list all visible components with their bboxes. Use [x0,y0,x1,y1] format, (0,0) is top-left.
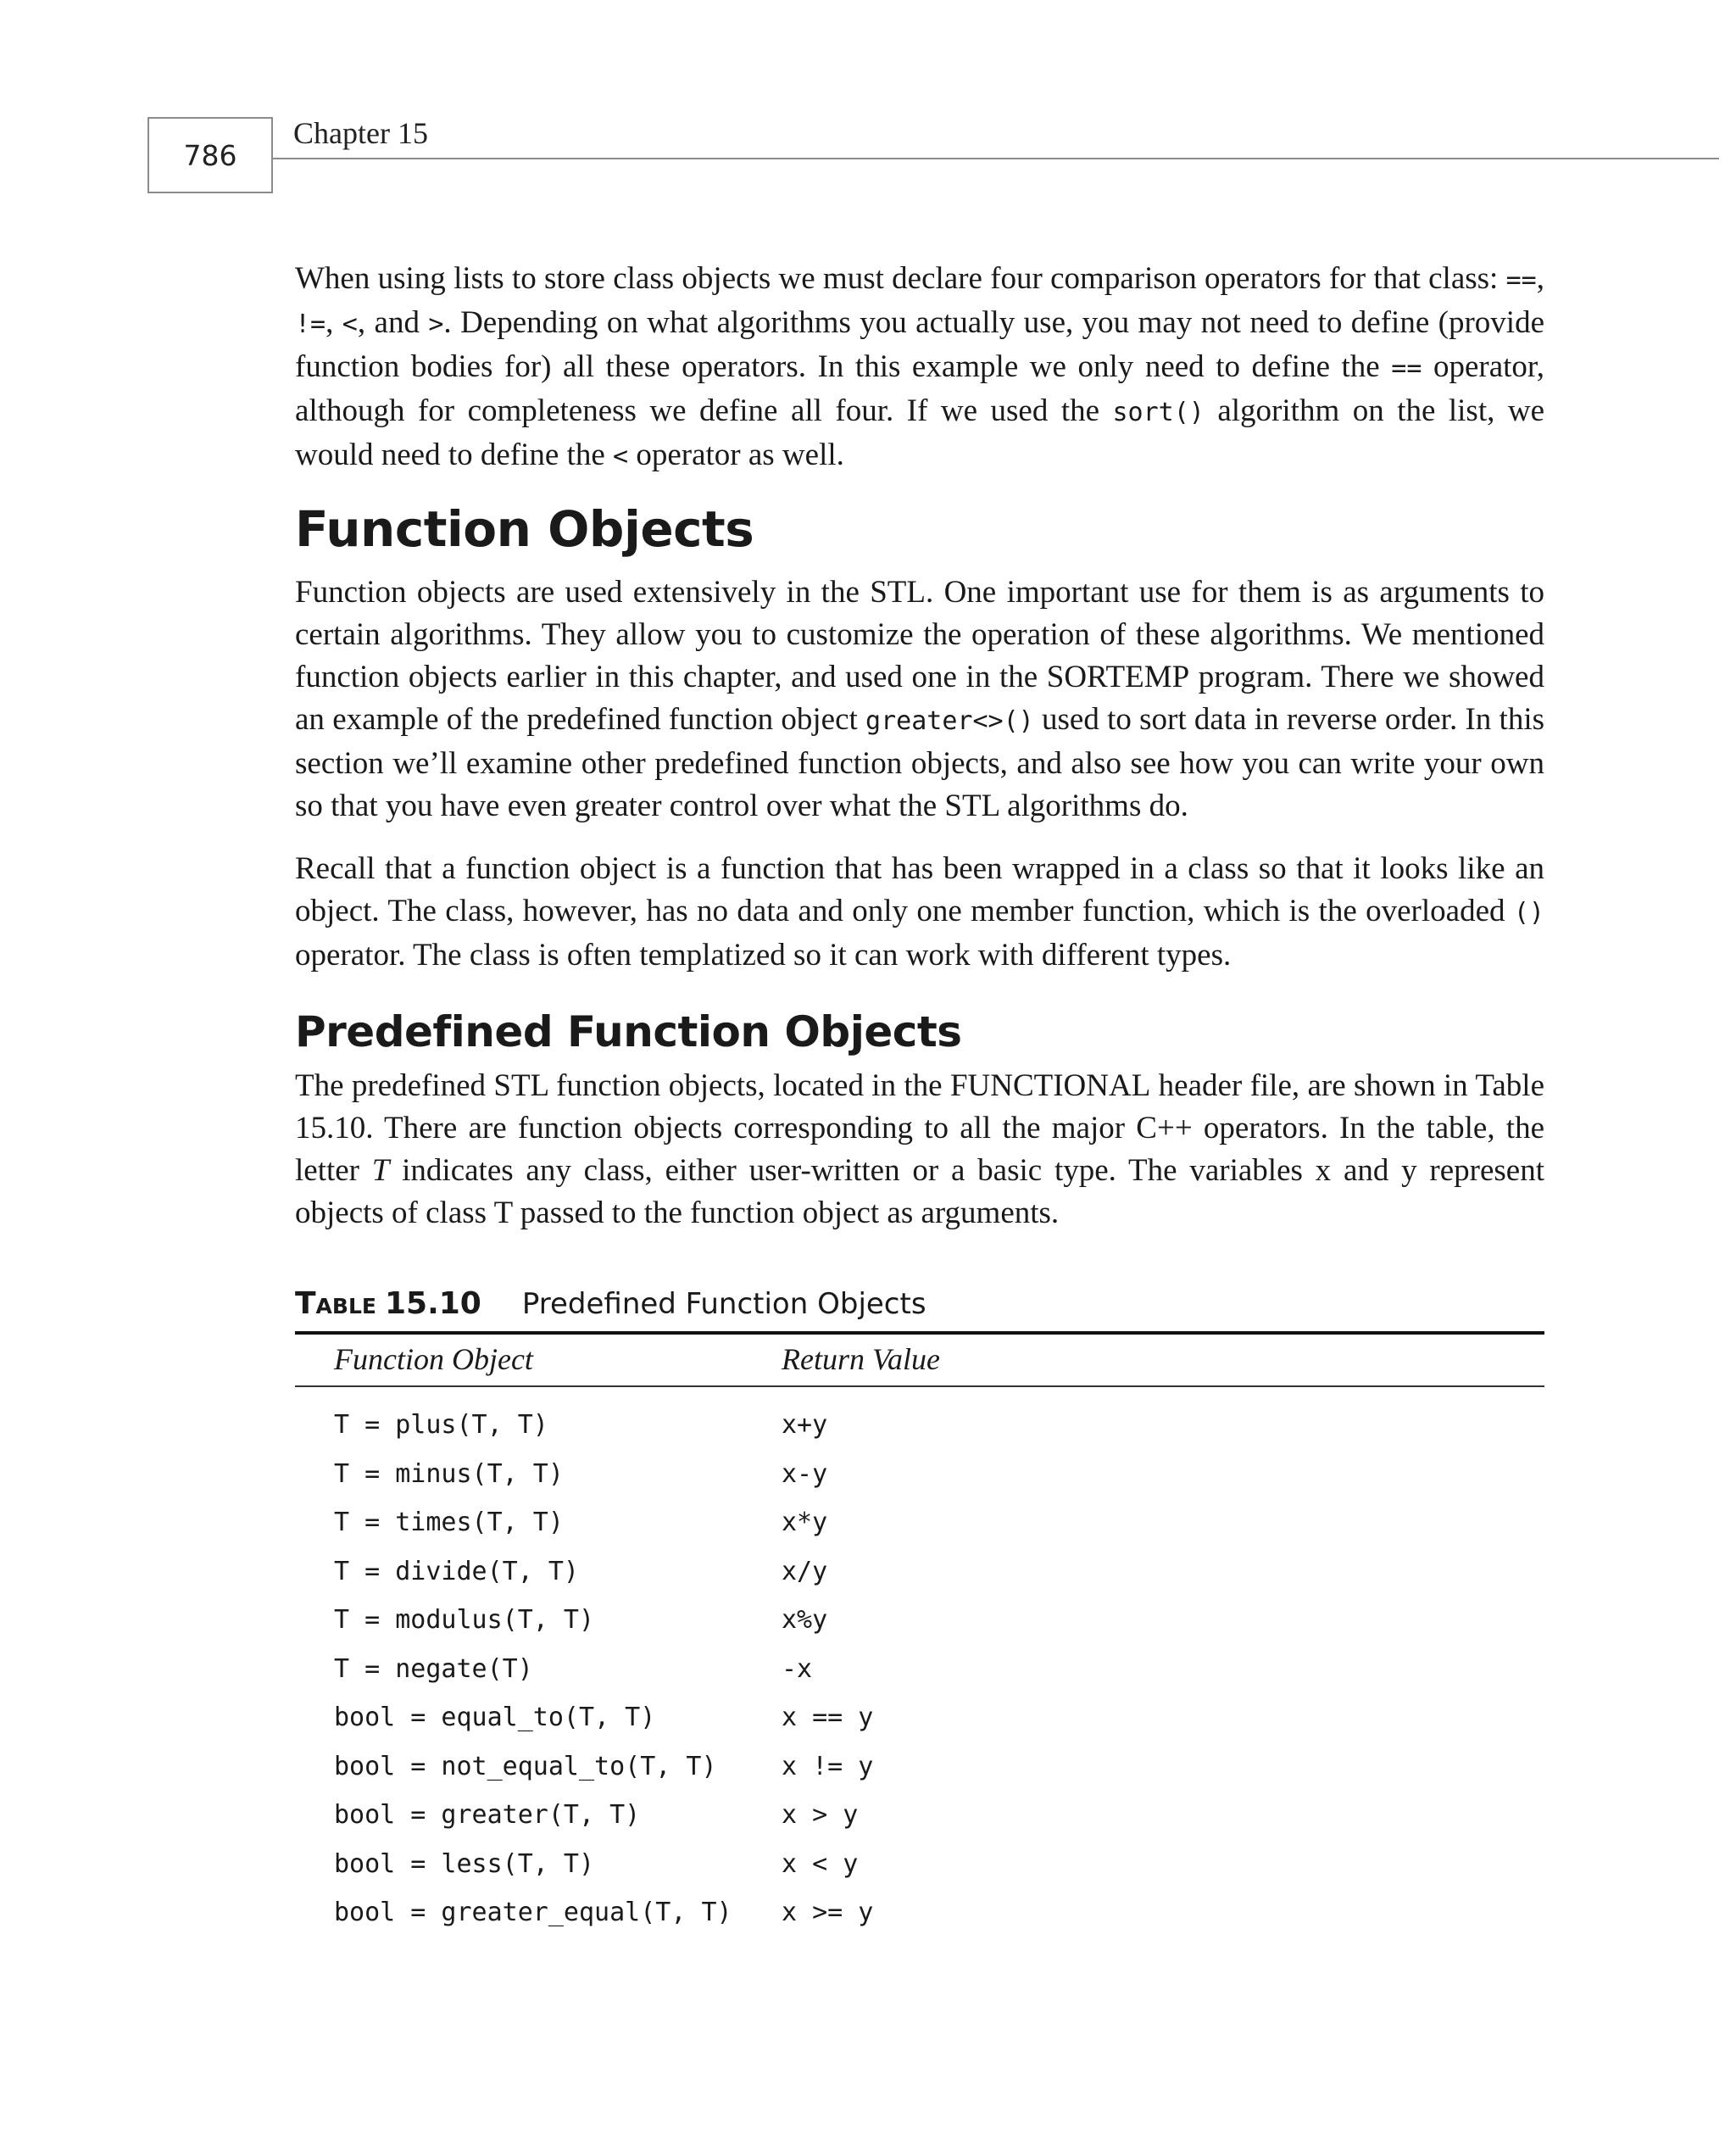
cell-function-object: T = divide(T, T) [334,1556,579,1586]
table-row [295,1840,1544,1889]
cell-return-value: x-y [782,1458,828,1489]
cell-function-object: bool = not_equal_to(T, T) [334,1751,717,1781]
function-objects-paragraph-1 [295,571,1544,828]
table-row [295,1791,1544,1840]
table-caption-label: Table [295,1286,376,1321]
cell-return-value: x == y [782,1703,874,1732]
program-name-sortemp: SORTEMP [1046,660,1190,694]
intro-text-6: operator, although for completeness we define all four. If we used the [295,349,1544,428]
col-header-return-value: Return Value [782,1333,1544,1386]
fo2-text-1: Recall that a function object is a function that has been wrapped in a class so that it looks like an object. The class, however, has no data and only one member function, which is the overloaded [295,851,1544,928]
table-row [295,1742,1544,1792]
page-content [295,258,1544,1937]
header-name-functional: FUNCTIONAL [949,1068,1151,1103]
running-head-chapter: Chapter 15 [293,116,428,150]
cell-return-value: x != y [782,1751,874,1781]
cell-function-object: bool = greater(T, T) [334,1800,641,1830]
cell-return-value: x > y [782,1800,859,1830]
code-paren-op: () [1513,898,1544,928]
intro-text-5: . Depending on what algorithms you actually use, you may not need to define (provide function bodies for) all these operators. In this example we only need to define the [295,305,1545,384]
cell-return-value: x%y [782,1605,828,1635]
table-row [295,1693,1544,1742]
table-caption [295,1284,1544,1326]
code-less-op-2: < [613,442,629,471]
cell-return-value: -x [782,1653,813,1684]
cell-function-object: T = times(T, T) [334,1508,564,1537]
page-number: 786 [147,117,273,193]
fo-text-3: used to sort data in reverse order. In this section we’ll examine other predefined function objects, and also see how you can write your own so that you have even greater control over what the STL algorithms do. [295,702,1545,823]
code-less-op: < [342,309,358,339]
intro-text-7: algorithm on the list, we would need to define the [295,393,1544,472]
pd-text-3: indicates any class, either user-written or a basic type. The variables x and y represent objects of class T passed to the function object as arguments. [295,1153,1545,1230]
cell-function-object: bool = equal_to(T, T) [334,1703,656,1732]
code-greater-op: > [428,309,444,339]
table-row [295,1547,1544,1597]
intro-text-1: When using lists to store class objects we must declare four comparison operators for that class: [295,261,1506,296]
cell-return-value: x < y [782,1848,859,1879]
cell-function-object: T = modulus(T, T) [334,1605,595,1635]
fo-text-2: program. There we showed an example of the predefined function object [295,660,1544,737]
section-heading-function-objects: Function Objects [295,500,754,558]
intro-text-8: operator as well. [628,438,844,472]
code-not-equal-op: != [295,309,326,339]
table-row [295,1888,1544,1937]
cell-function-object: bool = less(T, T) [334,1848,595,1879]
fo2-text-2: operator. The class is often templatized so it can work with different types. [295,938,1232,973]
intro-paragraph [295,258,1544,478]
cell-function-object: bool = greater_equal(T, T) [334,1898,732,1927]
code-greater-template: greater<>() [865,706,1034,736]
table-row [295,1645,1544,1694]
table-header-row [295,1333,1544,1386]
cell-return-value: x >= y [782,1898,874,1927]
intro-text-2: , [1536,261,1544,296]
table-row [295,1386,1544,1450]
cell-function-object: T = plus(T, T) [334,1410,548,1440]
col-header-function-object: Function Object [295,1333,782,1386]
pd-text-2: header file, are shown in Table 15.10. There are function objects corresponding to all the major C++ operators. In the table, the letter [295,1068,1544,1188]
code-sort: sort() [1112,398,1205,427]
code-equal-op-2: == [1391,354,1422,383]
table-row [295,1498,1544,1547]
function-objects-table [295,1331,1544,1937]
cell-return-value: x/y [782,1556,828,1586]
header-rule [273,158,1719,159]
intro-text-4: , and [357,305,429,340]
fo-text-1: Function objects are used extensively in the STL. One important use for them is as arguments to certain algorithms. They allow you to customize the operation of these algorithms. We mentioned function objects earlier in this chapter, and used one in the [295,575,1544,694]
cell-return-value: x+y [782,1410,828,1440]
intro-text-3: , [326,305,342,340]
table-row [295,1596,1544,1645]
function-objects-paragraph-2 [295,848,1544,977]
cell-function-object: T = negate(T) [334,1653,533,1684]
italic-t: T [371,1153,390,1188]
section-heading-predefined: Predefined Function Objects [295,1007,962,1056]
cell-return-value: x*y [782,1508,828,1537]
cell-function-object: T = minus(T, T) [334,1458,564,1489]
code-equal-op: == [1505,265,1537,295]
table-caption-number: 15.10 [384,1286,481,1321]
pd-text-1: The predefined STL function objects, located in the [295,1068,950,1103]
predefined-paragraph [295,1065,1544,1235]
table-caption-title: Predefined Function Objects [521,1287,926,1321]
table-row [295,1450,1544,1499]
